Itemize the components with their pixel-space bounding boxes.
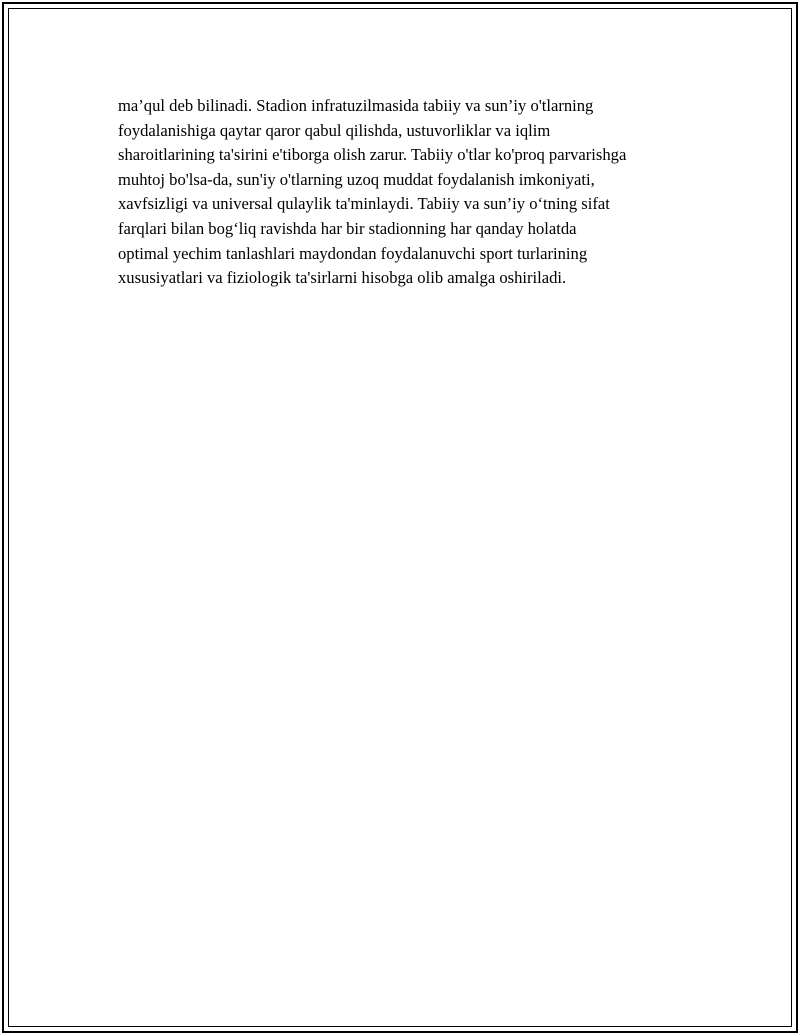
paragraph-line: foydalanishiga qaytar qaror qabul qilishda, ustuvorliklar va iqlim xyxy=(118,120,551,140)
paragraph-line: xavfsizligi va universal qulaylik ta'minlaydi. Tabiiy va sun’iy o‘tning sifat xyxy=(118,194,610,214)
body-paragraph xyxy=(118,94,698,291)
paragraph-line: optimal yechim tanlashlari maydondan foydalanuvchi sport turlarining xyxy=(118,243,588,263)
paragraph-line: xususiyatlari va fiziologik ta'sirlarni hisobga olib amalga oshiriladi. xyxy=(118,268,567,288)
paragraph-line: ma’qul deb bilinadi. Stadion infratuzilmasida tabiiy va sun’iy o'tlarning xyxy=(118,96,594,115)
paragraph-line: sharoitlarining ta'sirini e'tiborga olish zarur. Tabiiy o'tlar ko'proq parvarishga xyxy=(118,145,627,165)
paragraph-line: farqlari bilan bog‘liq ravishda har bir stadionning har qanday holatda xyxy=(118,218,577,238)
paragraph-line: muhtoj bo'lsa-da, sun'iy o'tlarning uzoq muddat foydalanish imkoniyati, xyxy=(118,169,595,189)
